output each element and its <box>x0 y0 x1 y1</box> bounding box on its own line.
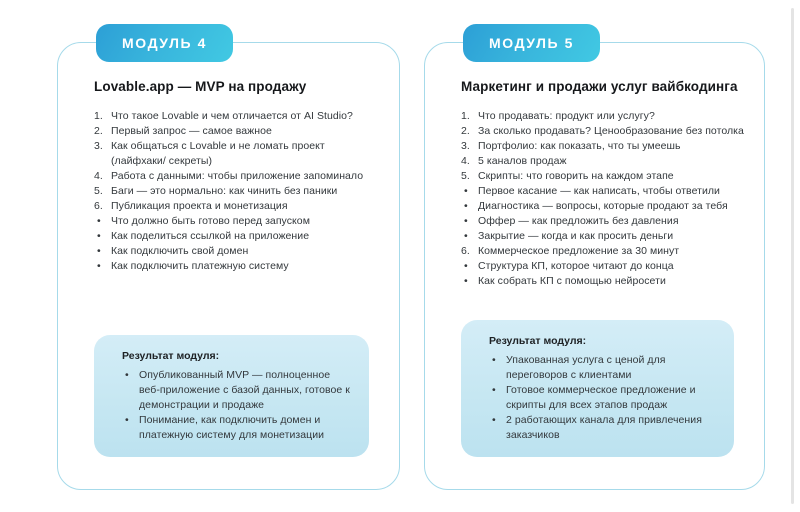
list-item <box>94 199 379 214</box>
result-heading: Результат модуля: <box>489 335 587 347</box>
list-item <box>94 214 379 229</box>
list-item <box>94 109 379 124</box>
bullet-icon: • <box>464 185 468 197</box>
bullet-icon: • <box>97 230 101 242</box>
list-item-text: Первый запрос — самое важное <box>111 125 272 137</box>
list-item <box>461 169 744 184</box>
bullet-icon: • <box>464 230 468 242</box>
result-item <box>122 413 351 443</box>
bullet-icon: • <box>464 200 468 212</box>
bullet-icon: • <box>492 414 496 426</box>
module-card-4 <box>57 35 400 490</box>
list-item-text: Портфолио: как показать, что ты умеешь <box>478 140 681 152</box>
bullet-icon: • <box>464 215 468 227</box>
result-item-text: Опубликованный MVP — полноценное веб-приложение с базой данных, готовое к демонстрации и продаже <box>139 369 350 411</box>
list-item <box>461 154 744 169</box>
card-title: Lovable.app — MVP на продажу <box>94 79 307 94</box>
list-item-marker: 6. <box>461 245 470 257</box>
result-item-text: Готовое коммерческое предложение и скрипты для всех этапов продаж <box>506 384 696 411</box>
list-item-marker: 5. <box>94 185 103 197</box>
list-item <box>461 274 744 289</box>
list-item-text: Скрипты: что говорить на каждом этапе <box>478 170 674 182</box>
list-item-marker: 5. <box>461 170 470 182</box>
result-heading: Результат модуля: <box>122 350 220 362</box>
result-item-text: Упакованная услуга с ценой для переговоров с клиентами <box>506 354 666 381</box>
list-item-text: Работа с данными: чтобы приложение запоминало <box>111 170 364 182</box>
list-item <box>461 259 744 274</box>
list-item-text: Как общаться с Lovable и не ломать проект (лайфхаки/ секреты) <box>111 140 325 167</box>
bullet-icon: • <box>125 369 129 381</box>
result-list <box>489 353 716 443</box>
list-item-text: Баги — это нормально: как чинить без паники <box>111 185 338 197</box>
list-item-marker: 1. <box>461 110 470 122</box>
card-title: Маркетинг и продажи услуг вайбкодинга <box>461 79 738 94</box>
list-item <box>461 244 744 259</box>
module-topics-list <box>461 109 744 289</box>
list-item-text: Что продавать: продукт или услугу? <box>478 110 655 122</box>
module-badge: МОДУЛЬ 5 <box>463 24 600 62</box>
list-item <box>94 139 379 169</box>
result-list <box>122 368 351 443</box>
bullet-icon: • <box>125 414 129 426</box>
result-item <box>489 353 716 383</box>
list-item-text: За сколько продавать? Ценообразование без потолка <box>478 125 744 137</box>
list-item <box>461 124 744 139</box>
list-item-text: Первое касание — как написать, чтобы ответили <box>478 185 720 197</box>
bullet-icon: • <box>97 215 101 227</box>
result-item <box>489 413 716 443</box>
list-item-text: Закрытие — когда и как просить деньги <box>478 230 674 242</box>
list-item <box>94 259 379 274</box>
list-item-marker: 4. <box>94 170 103 182</box>
bullet-icon: • <box>464 275 468 287</box>
bullet-icon: • <box>97 260 101 272</box>
list-item-text: 5 каналов продаж <box>478 155 567 167</box>
list-item <box>94 244 379 259</box>
list-item-text: Диагностика — вопросы, которые продают за тебя <box>478 200 728 212</box>
list-item <box>94 124 379 139</box>
result-item <box>122 368 351 413</box>
result-box <box>461 320 734 457</box>
list-item <box>94 169 379 184</box>
list-item <box>94 229 379 244</box>
list-item-text: Как собрать КП с помощью нейросети <box>478 275 666 287</box>
list-item <box>461 199 744 214</box>
result-item-text: Понимание, как подключить домен и платежную систему для монетизации <box>139 414 325 441</box>
list-item-marker: 2. <box>461 125 470 137</box>
result-item <box>489 383 716 413</box>
page-edge-shadow <box>791 8 794 504</box>
bullet-icon: • <box>492 354 496 366</box>
list-item-marker: 4. <box>461 155 470 167</box>
list-item-marker: 2. <box>94 125 103 137</box>
list-item-text: Публикация проекта и монетизация <box>111 200 288 212</box>
list-item-text: Что такое Lovable и чем отличается от AI Studio? <box>111 110 353 122</box>
list-item-text: Как поделиться ссылкой на приложение <box>111 230 310 242</box>
module-card-5 <box>424 35 765 490</box>
list-item-marker: 3. <box>461 140 470 152</box>
list-item <box>461 109 744 124</box>
module-topics-list <box>94 109 379 274</box>
list-item-text: Как подключить платежную систему <box>111 260 289 272</box>
list-item-text: Оффер — как предложить без давления <box>478 215 679 227</box>
list-item-marker: 3. <box>94 140 103 152</box>
list-item <box>461 139 744 154</box>
list-item <box>461 229 744 244</box>
bullet-icon: • <box>464 260 468 272</box>
list-item-text: Структура КП, которое читают до конца <box>478 260 674 272</box>
list-item-text: Что должно быть готово перед запуском <box>111 215 310 227</box>
list-item-text: Как подключить свой домен <box>111 245 249 257</box>
list-item <box>461 214 744 229</box>
list-item <box>94 184 379 199</box>
list-item-text: Коммерческое предложение за 30 минут <box>478 245 680 257</box>
list-item-marker: 1. <box>94 110 103 122</box>
result-box <box>94 335 369 457</box>
list-item-marker: 6. <box>94 200 103 212</box>
list-item <box>461 184 744 199</box>
module-badge: МОДУЛЬ 4 <box>96 24 233 62</box>
bullet-icon: • <box>97 245 101 257</box>
result-item-text: 2 работающих канала для привлечения заказчиков <box>506 414 702 441</box>
bullet-icon: • <box>492 384 496 396</box>
